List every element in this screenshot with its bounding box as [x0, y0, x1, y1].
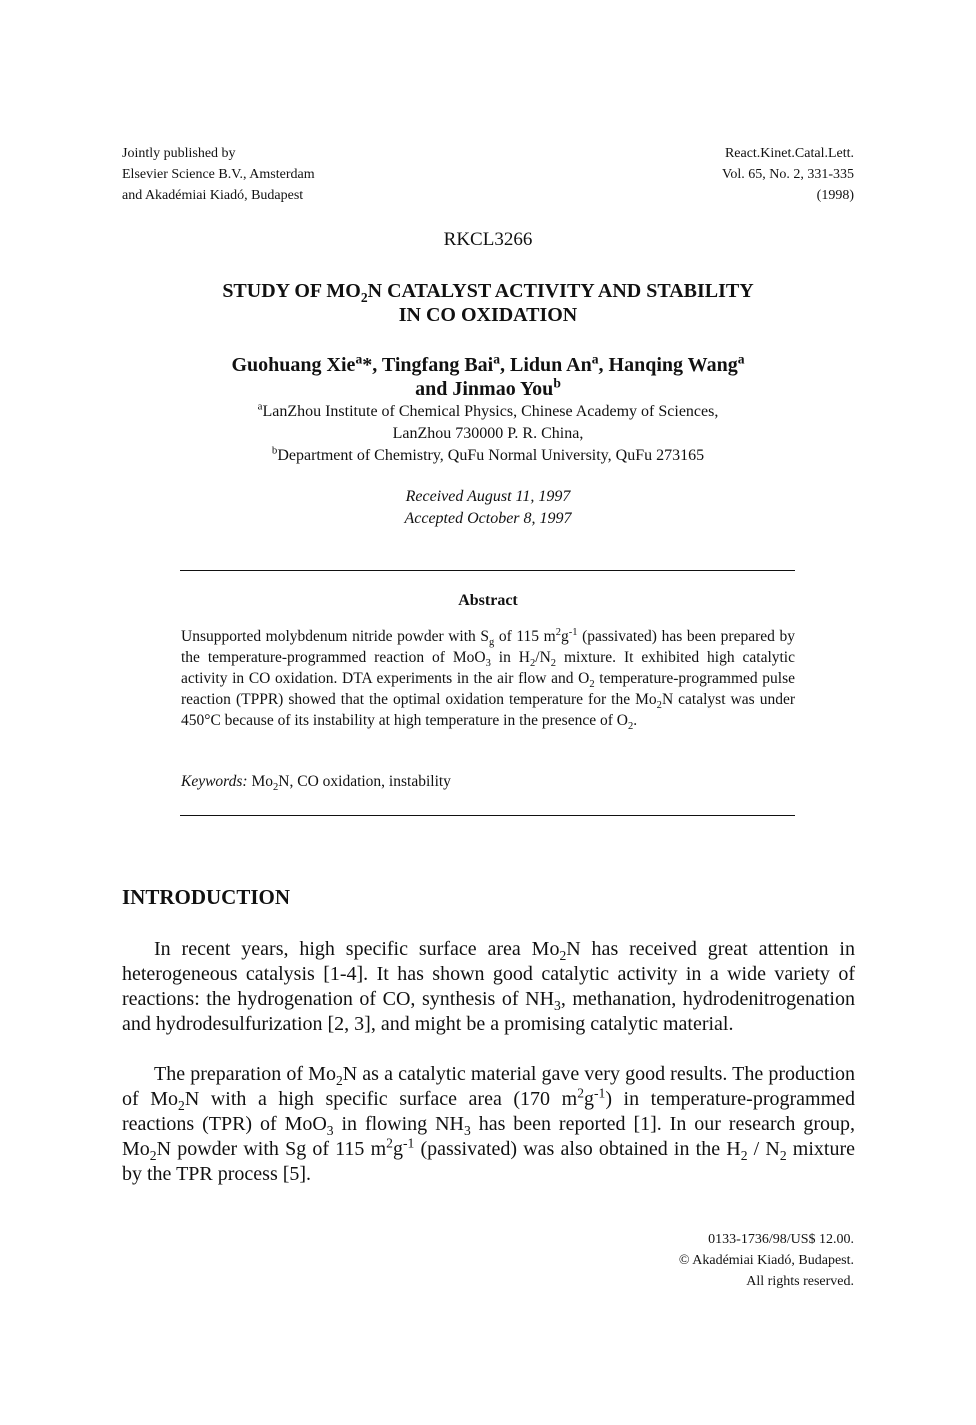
journal-info — [722, 143, 854, 206]
received-date: Received August 11, 1997 — [405, 488, 571, 505]
introduction-heading: INTRODUCTION — [122, 885, 291, 909]
publisher-info — [122, 143, 315, 206]
introduction-paragraph-1: In recent years, high specific surface area $Mo_2N$ has received great attention in heterogeneous catalysis [1-4]. It has shown good catalytic activity in a wide variety of reactions: the hydrogenation of CO, synthesis of $NH_3$, methanation, hydrodenitrogenation and hydrodesulfurization [2, 3], and might be a promising catalytic material. — [122, 938, 855, 1035]
author-name: Hanqing Wang — [608, 354, 738, 376]
author-name: Jinmao You — [452, 378, 554, 400]
author-name: Guohuang Xie — [231, 354, 356, 376]
author-list — [0, 353, 976, 401]
journal-line: React.Kinet.Catal.Lett. — [724, 146, 854, 161]
author-name: Lidun An — [510, 354, 592, 376]
article-code: RKCL3266 — [443, 229, 533, 250]
footer-line: All rights reserved. — [746, 1274, 854, 1289]
top-rule — [180, 570, 795, 571]
affiliation-b: $^b$Department of Chemistry, QuFu Normal University, QuFu 273165 — [271, 444, 705, 464]
affiliation-a: $^a$LanZhou Institute of Chemical Physics, Chinese Academy of Sciences, — [257, 400, 719, 420]
abstract-heading: Abstract — [458, 592, 518, 609]
copyright-footer — [679, 1229, 854, 1292]
abstract-text: Unsupported molybdenum nitride powder with $S_g$ of 115 $m^2g^{-1}$ (passivated) has been prepared by the temperature-programmed reaction of MoO$_3$ in $H_2/N_2$ mixture. It exhibited high catalytic activity in CO oxidation. DTA experiments in the air flow and $O_2$ temperature-programmed pulse reaction (TPPR) showed that the optimal oxidation temperature for the $Mo_2N$ catalyst was under 450°C because of its instability at high temperature in the presence of $O_2$. — [181, 626, 795, 733]
publisher-line: Elsevier Science B.V., Amsterdam — [122, 167, 315, 182]
author-line-1: Guohuang Xie$^a$*, Tingfang Bai$^a$, Lidun An$^a$, Hanqing Wang$^a$ — [231, 351, 745, 376]
affiliations — [0, 401, 976, 467]
affiliation-a-cont: LanZhou 730000 P. R. China, — [392, 425, 584, 442]
publisher-line: Jointly published by — [122, 146, 236, 161]
keywords: Keywords: $Mo_2N$, CO oxidation, instability — [181, 773, 451, 794]
bottom-rule — [180, 815, 795, 816]
footer-line: 0133-1736/98/US$ 12.00. — [708, 1232, 854, 1247]
keywords-label: Keywords: — [181, 773, 248, 790]
title-line-1: STUDY OF $MO_2N$ CATALYST ACTIVITY AND STABILITY — [222, 280, 754, 305]
accepted-date: Accepted October 8, 1997 — [404, 510, 572, 527]
title-line-2: IN CO OXIDATION — [398, 304, 578, 326]
dates — [0, 486, 976, 530]
author-line-2: and Jinmao You$^b$ — [415, 375, 561, 400]
paper-title — [0, 279, 976, 327]
author-name: Tingfang Bai — [381, 354, 494, 376]
footer-line: © Akadémiai Kiadó, Budapest. — [678, 1253, 854, 1268]
introduction-paragraph-2: The preparation of $Mo_2N$ as a catalytic material gave very good results. The production of $Mo_2N$ with a high specific surface area (170 $m^2g^{-1}$) in temperature-programmed reactions (TPR) of MoO$_3$ in flowing $NH_3$ has been reported [1]. In our research group, $Mo_2N$ powder with Sg of 115 $m^2g^{-1}$ (passivated) was also obtained in the $H_2 / N_2$ mixture by the TPR process [5]. — [122, 1063, 856, 1185]
journal-line: Vol. 65, No. 2, 331-335 — [722, 167, 854, 182]
journal-line: (1998) — [816, 188, 854, 203]
publisher-line: and Akadémiai Kiadó, Budapest — [122, 188, 304, 203]
